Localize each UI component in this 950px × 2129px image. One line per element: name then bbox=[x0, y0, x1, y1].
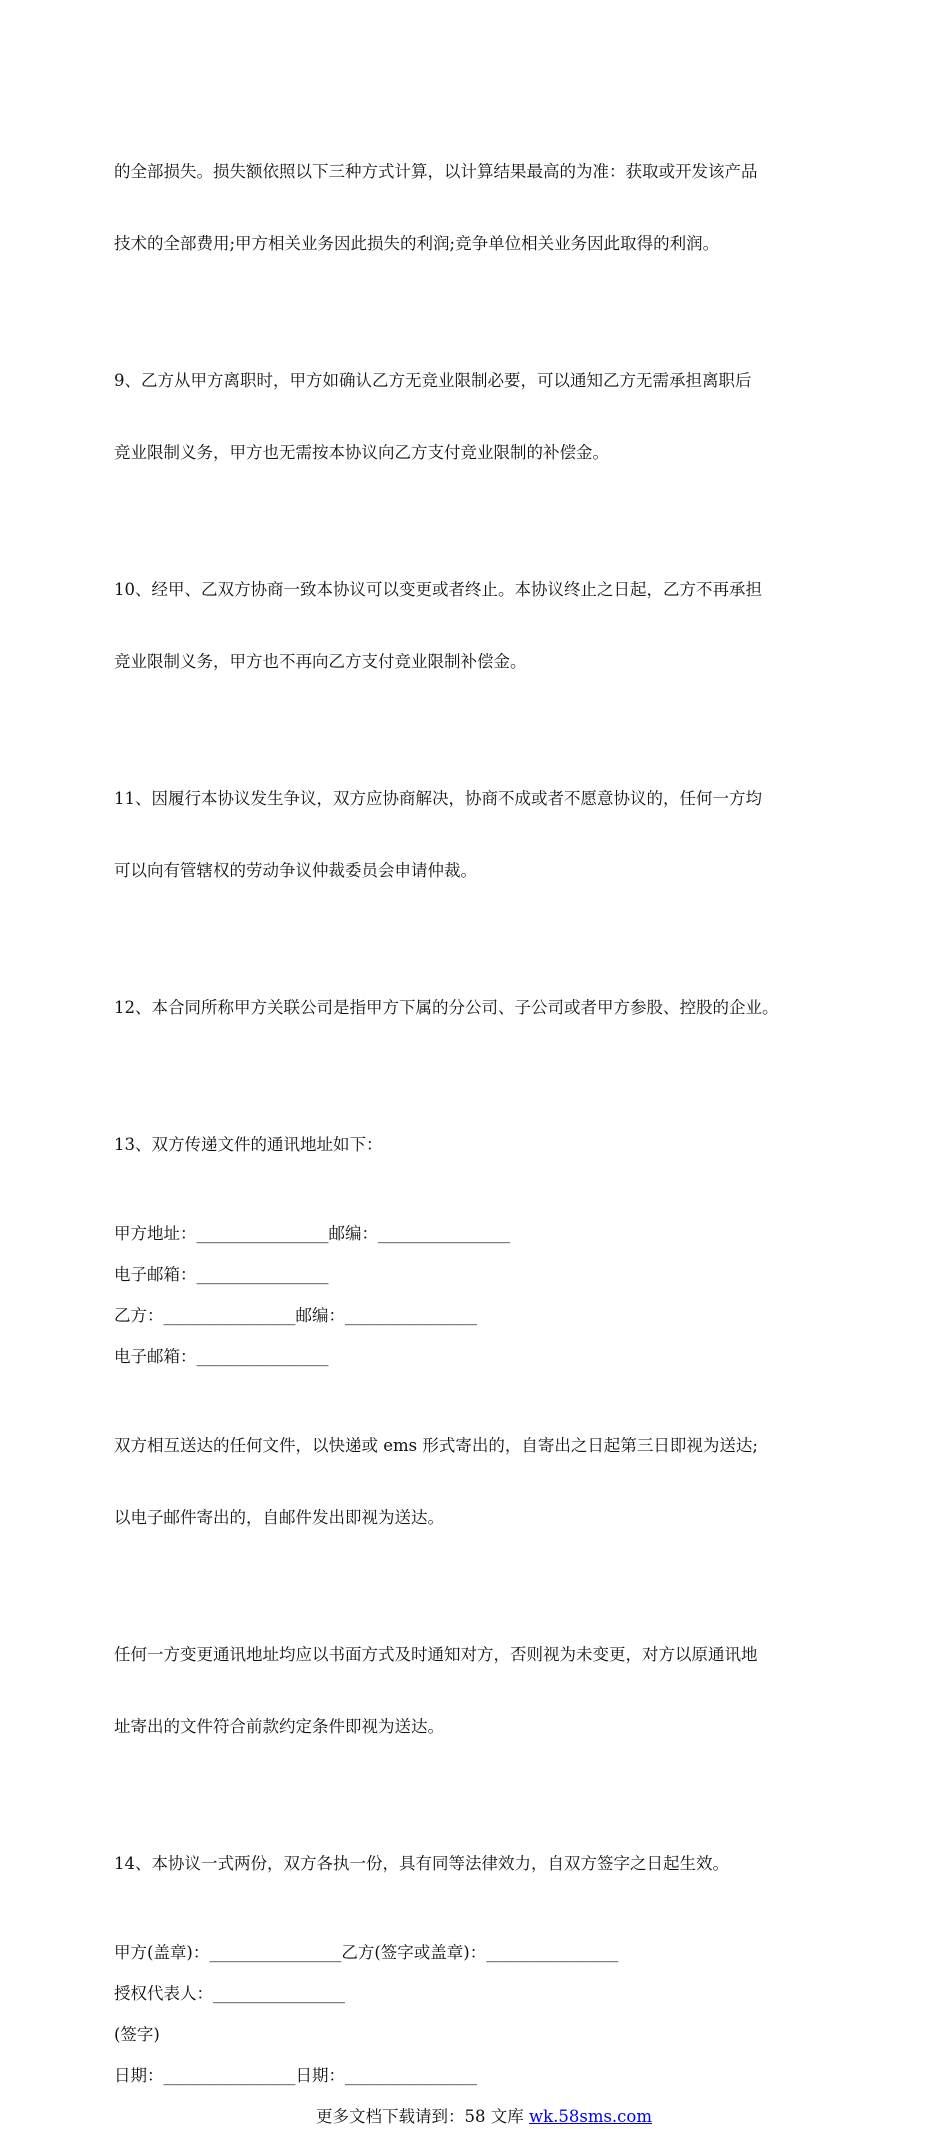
text-line: 可以向有管辖权的劳动争议仲裁委员会申请仲裁。 bbox=[114, 861, 477, 880]
signature-label: (签字) bbox=[114, 2025, 160, 2044]
text-line: 11、因履行本协议发生争议，双方应协商解决，协商不成或者不愿意协议的，任何一方均 bbox=[114, 789, 762, 808]
text-line: 14、本协议一式两份，双方各执一份，具有同等法律效力，自双方签字之日起生效。 bbox=[114, 1854, 729, 1873]
text-line: 的全部损失。损失额依照以下三种方式计算，以计算结果最高的为准：获取或开发该产品 bbox=[114, 162, 758, 181]
paragraph-clause-11 bbox=[114, 739, 854, 931]
document-page bbox=[114, 112, 854, 2129]
party-a-address-line: 甲方地址：________________邮编：________________ bbox=[114, 1224, 510, 1243]
text-line: 9、乙方从甲方离职时，甲方如确认乙方无竞业限制必要，可以通知乙方无需承担离职后 bbox=[114, 371, 752, 390]
paragraph-clause-10 bbox=[114, 530, 854, 722]
paragraph-address-change bbox=[114, 1595, 854, 1787]
paragraph-delivery bbox=[114, 1386, 854, 1578]
paragraph-clause-13 bbox=[114, 1085, 854, 1205]
text-line: 以电子邮件寄出的，自邮件发出即视为送达。 bbox=[114, 1508, 444, 1527]
party-b-email-line: 电子邮箱：________________ bbox=[114, 1347, 329, 1366]
paragraph-clause-9 bbox=[114, 321, 854, 513]
footer-prefix: 更多文档下载请到：58 文库 bbox=[315, 2107, 529, 2126]
text-line: 12、本合同所称甲方关联公司是指甲方下属的分公司、子公司或者甲方参股、控股的企业。 bbox=[114, 998, 779, 1017]
paragraph-loss-calculation bbox=[114, 112, 854, 304]
party-b-address-line: 乙方：________________邮编：________________ bbox=[114, 1306, 477, 1325]
text-line: 技术的全部费用;甲方相关业务因此损失的利润;竞争单位相关业务因此取得的利润。 bbox=[114, 234, 720, 253]
footer-download-note bbox=[114, 2105, 854, 2129]
text-line: 双方相互送达的任何文件，以快递或 ems 形式寄出的，自寄出之日起第三日即视为送达; bbox=[114, 1436, 758, 1455]
party-a-email-line: 电子邮箱：________________ bbox=[114, 1265, 329, 1284]
paragraph-clause-14 bbox=[114, 1804, 854, 1924]
date-line: 日期：________________日期：________________ bbox=[114, 2066, 477, 2085]
signature-seal-line: 甲方(盖章)：________________乙方(签字或盖章)：________________ bbox=[114, 1943, 619, 1962]
authorized-representative-line: 授权代表人：________________ bbox=[114, 1984, 345, 2003]
paragraph-clause-12 bbox=[114, 948, 854, 1068]
text-line: 竞业限制义务，甲方也无需按本协议向乙方支付竞业限制的补偿金。 bbox=[114, 443, 609, 462]
text-line: 10、经甲、乙双方协商一致本协议可以变更或者终止。本协议终止之日起，乙方不再承担 bbox=[114, 580, 762, 599]
text-line: 任何一方变更通讯地址均应以书面方式及时通知对方，否则视为未变更，对方以原通讯地 bbox=[114, 1645, 758, 1664]
footer-link[interactable]: wk.58sms.com bbox=[528, 2107, 652, 2126]
text-line: 竞业限制义务，甲方也不再向乙方支付竞业限制补偿金。 bbox=[114, 652, 527, 671]
text-line: 13、双方传递文件的通讯地址如下： bbox=[114, 1135, 383, 1154]
text-line: 址寄出的文件符合前款约定条件即视为送达。 bbox=[114, 1717, 444, 1736]
